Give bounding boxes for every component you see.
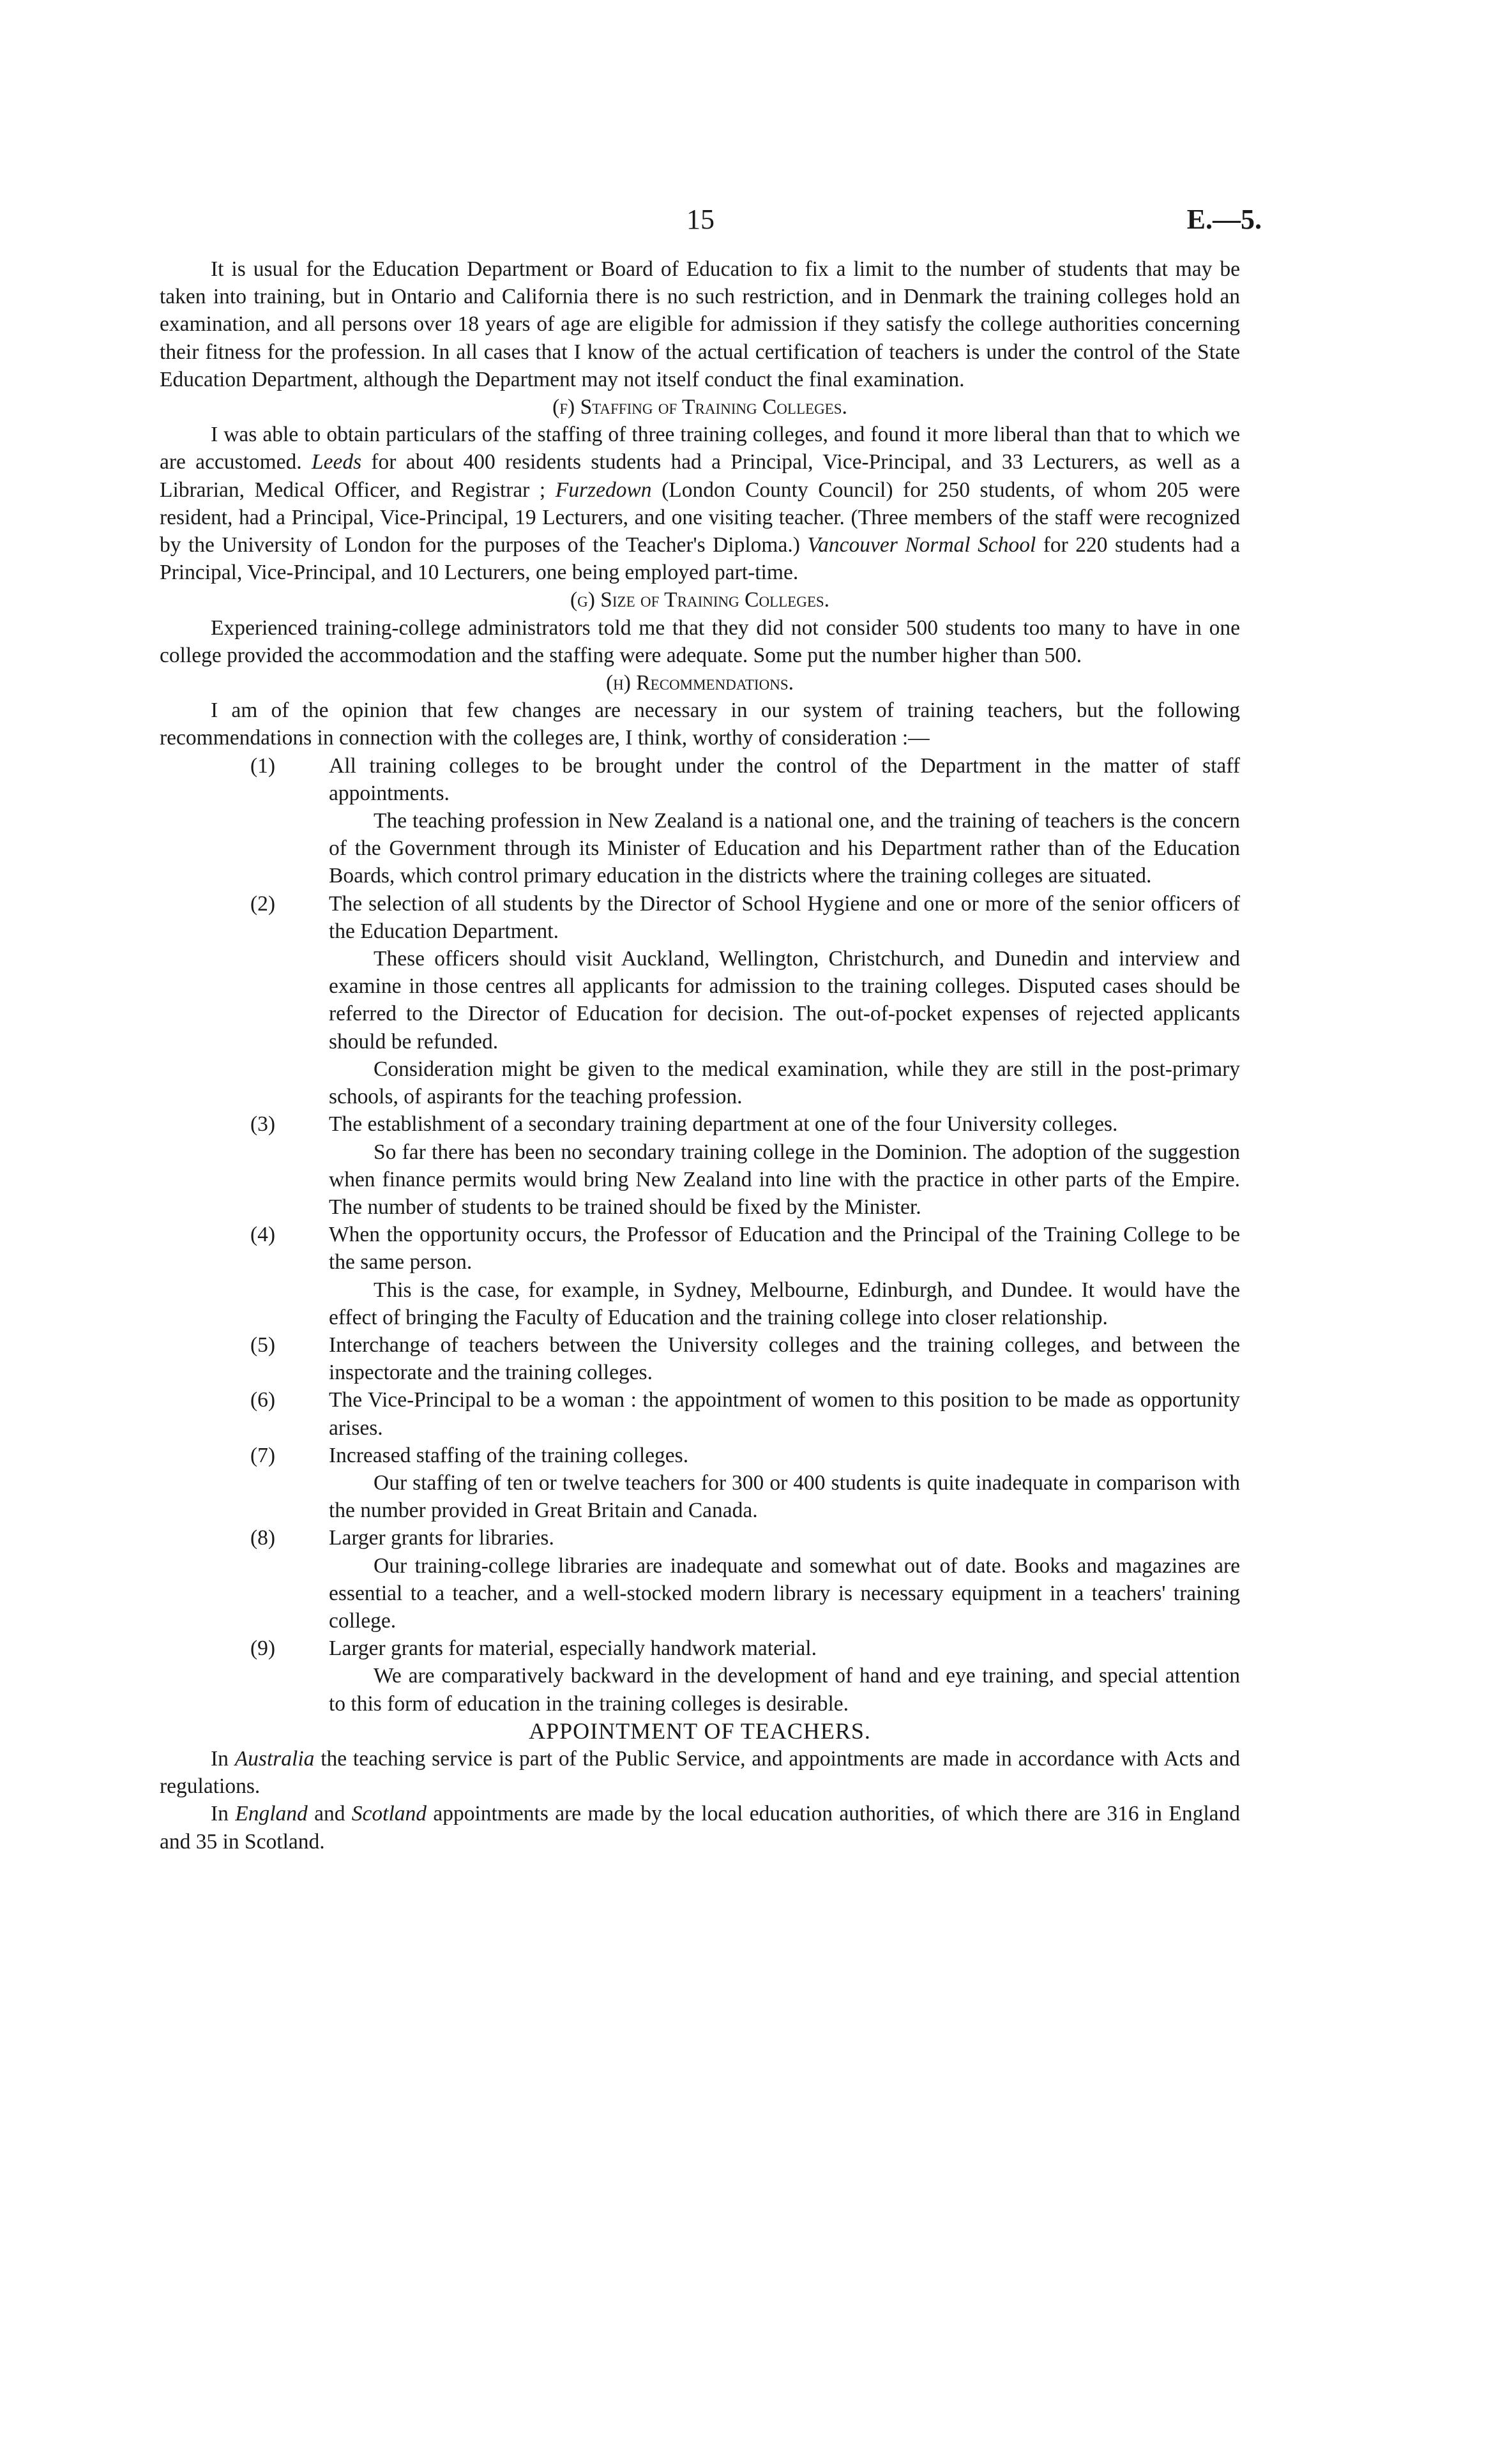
recommendation-note: We are comparatively backward in the development of hand and eye training, and special attention to this form of education in the training colleges is desirable. <box>329 1664 1240 1716</box>
recommendation-number: (1) <box>250 753 276 778</box>
recommendation-item <box>160 1635 1240 1718</box>
recommendation-note: This is the case, for example, in Sydney, Melbourne, Edinburgh, and Dundee. It would have the effect of bringing the Faculty of Education and the training college into closer relationship. <box>329 1278 1240 1329</box>
recommendation-note: Our training-college libraries are inadequate and somewhat out of date. Books and magazines are essential to a teacher, and a well-stocked modern library is necessary equipment in a teachers' training college. <box>329 1553 1240 1633</box>
section-f-text-1: I was able to obtain particulars of the staffing of three training colleges, and found it more liberal than that to which we are accustomed. <box>160 423 1240 474</box>
section-f-text-3: (London County Council) for 250 students, of whom 205 were resident, had a Principal, Vice-Principal, 19 Lecturers, and one visiting teacher. (Three members of the staff were recognized by the University of London for the purposes of the Teacher's Diploma.) <box>160 478 1240 557</box>
recommendation-number: (2) <box>250 891 276 916</box>
recommendation-number: (8) <box>250 1526 276 1550</box>
australia-name: Australia <box>234 1746 315 1771</box>
vancouver-name: Vancouver Normal School <box>807 533 1036 557</box>
recommendation-text: Larger grants for material, especially handwork material. <box>329 1636 817 1661</box>
recommendation-number: (5) <box>250 1333 276 1357</box>
section-f-text-2: for about 400 residents students had a Principal, Vice-Principal, and 33 Lecturers, as well as a Librarian, Medical Officer, and Registrar ; <box>160 450 1240 502</box>
recommendations-list <box>160 752 1240 1718</box>
recommendation-text: All training colleges to be brought under the control of the Department in the matter of staff appointments. <box>329 753 1240 805</box>
recommendation-number: (9) <box>250 1636 276 1661</box>
page-header <box>0 203 1498 241</box>
recommendation-text: Larger grants for libraries. <box>329 1526 554 1550</box>
appointment-text: In <box>211 1746 235 1771</box>
recommendation-number: (4) <box>250 1223 276 1247</box>
furzedown-name: Furzedown <box>555 478 652 502</box>
recommendation-item <box>160 1110 1240 1221</box>
recommendation-item <box>160 890 1240 1111</box>
recommendation-item <box>160 1386 1240 1441</box>
page-content <box>160 255 1240 1856</box>
recommendation-item <box>160 1442 1240 1525</box>
recommendation-text: Interchange of teachers between the University colleges and the training colleges, and between the inspectorate and the training colleges. <box>329 1333 1240 1385</box>
section-h-intro: I am of the opinion that few changes are necessary in our system of training teachers, but the following recommendations in connection with the colleges are, I think, worthy of consideration :— <box>160 699 1240 750</box>
section-g-paragraph: Experienced training-college administrators told me that they did not consider 500 students too many to have in one college provided the accommodation and the staffing were adequate. Some put the number higher than 500. <box>160 616 1240 667</box>
appointment-heading: APPOINTMENT OF TEACHERS. <box>529 1718 871 1744</box>
recommendation-number: (7) <box>250 1443 276 1467</box>
recommendation-note: So far there has been no secondary training college in the Dominion. The adoption of the suggestion when finance permits would bring New Zealand into line with the practice in other parts of the Empire. The number of students to be trained should be fixed by the Minister. <box>329 1140 1240 1219</box>
section-f-text-4: for 220 students had a Principal, Vice-Principal, and 10 Lecturers, one being employed part-time. <box>160 533 1240 585</box>
recommendation-item <box>160 752 1240 890</box>
recommendation-item <box>160 1221 1240 1331</box>
appointment-text: and <box>307 1802 352 1826</box>
appointment-australia-paragraph <box>160 1745 1240 1800</box>
recommendation-number: (6) <box>250 1388 276 1412</box>
page-number: 15 <box>686 204 715 235</box>
recommendation-note: Consideration might be given to the medical examination, while they are still in the post-primary schools, of aspirants for the teaching profession. <box>329 1057 1240 1109</box>
recommendation-note: The teaching profession in New Zealand is a national one, and the training of teachers is the concern of the Government through its Minister of Education and his Department rather than of the Education Boards, which control primary education in the districts where the training colleges are situated. <box>329 809 1240 888</box>
appointment-text: appointments are made by the local education authorities, of which there are 316 in England and 35 in Scotland. <box>160 1802 1240 1854</box>
scotland-name: Scotland <box>351 1802 427 1826</box>
recommendation-text: The Vice-Principal to be a woman : the appointment of women to this position to be made as opportunity arises. <box>329 1388 1240 1440</box>
recommendation-note: These officers should visit Auckland, Wellington, Christchurch, and Dunedin and interview and examine in those centres all applicants for admission to the training colleges. Disputed cases should be referred to the Director of Education for decision. The out-of-pocket expenses of rejected applicants should be refunded. <box>329 947 1240 1054</box>
document-reference: E.—5. <box>1186 204 1262 235</box>
recommendation-number: (3) <box>250 1112 276 1137</box>
section-g-heading: (g) Size of Training Colleges. <box>570 588 830 612</box>
appointment-britain-paragraph <box>160 1800 1240 1855</box>
recommendation-item <box>160 1524 1240 1635</box>
england-name: England <box>235 1802 308 1826</box>
appointment-text: the teaching service is part of the Public Service, and appointments are made in accordance with Acts and regulations. <box>160 1746 1240 1799</box>
section-f-heading: (f) Staffing of Training Colleges. <box>552 395 847 419</box>
recommendation-text: The establishment of a secondary training department at one of the four University colleges. <box>329 1112 1118 1137</box>
recommendation-text: When the opportunity occurs, the Professor of Education and the Principal of the Training College to be the same person. <box>329 1223 1240 1274</box>
leeds-name: Leeds <box>311 450 362 474</box>
recommendation-note: Our staffing of ten or twelve teachers for 300 or 400 students is quite inadequate in comparison with the number provided in Great Britain and Canada. <box>329 1470 1240 1523</box>
section-h-heading: (h) Recommendations. <box>606 671 794 695</box>
intro-paragraph: It is usual for the Education Department or Board of Education to fix a limit to the number of students that may be taken into training, but in Ontario and California there is no such restriction, and in Denmark the training colleges hold an examination, and all persons over 18 years of age are eligible for admission if they satisfy the college authorities concerning their fitness for the profession. In all cases that I know of the actual certification of teachers is under the control of the State Education Department, although the Department may not itself conduct the final examination. <box>160 257 1240 391</box>
recommendation-text: The selection of all students by the Director of School Hygiene and one or more of the senior officers of the Education Department. <box>329 891 1240 943</box>
section-f-paragraph <box>160 421 1240 586</box>
appointment-text: In <box>211 1802 236 1826</box>
recommendation-text: Increased staffing of the training colleges. <box>329 1443 689 1467</box>
recommendation-item <box>160 1331 1240 1386</box>
